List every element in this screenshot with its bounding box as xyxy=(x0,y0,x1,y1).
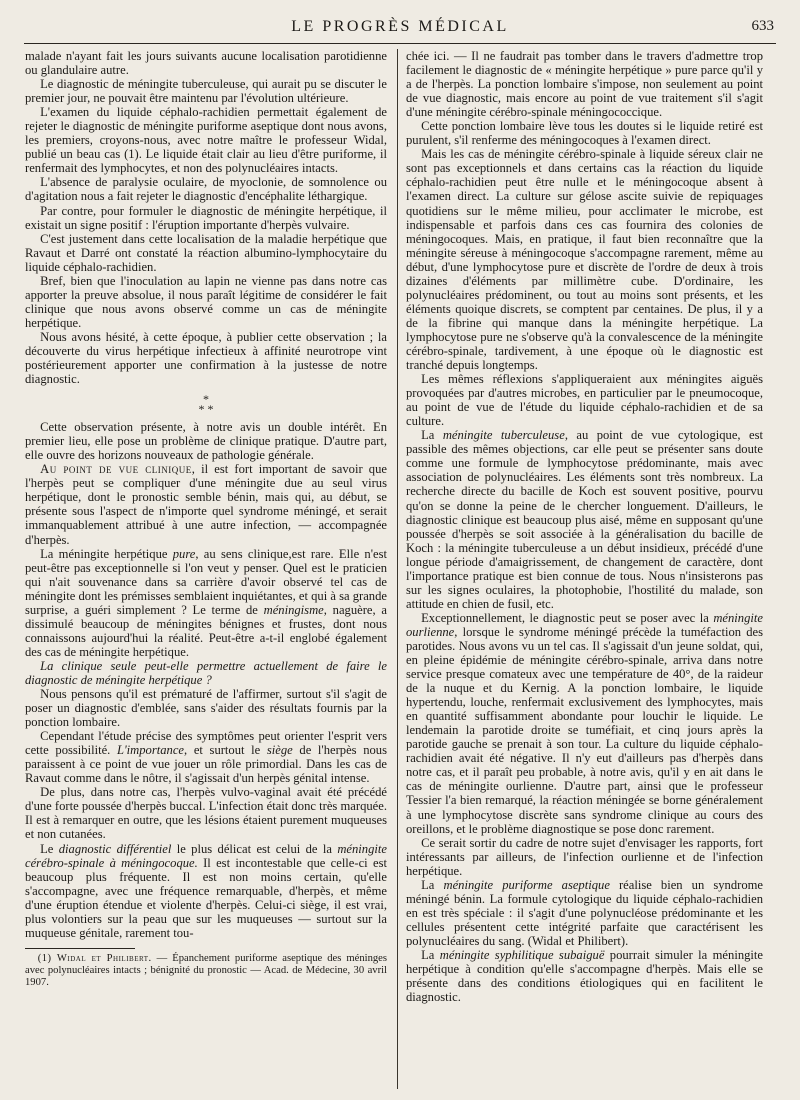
paragraph: Ce serait sortir du cadre de notre sujet d'envisager les rapports, fort intéressants par ailleurs, de l'infection ourlienne et de l'infection herpétique. xyxy=(406,835,763,878)
paragraph: Le diagnostic de méningite tuberculeuse, qui aurait pu se discuter le premier jour, ne pouvait être maintenu par l'évolution ultérieure. xyxy=(25,77,387,106)
header-rule xyxy=(24,43,776,44)
paragraph: malade n'ayant fait les jours suivants aucune localisation parotidienne ou glandulaire autre. xyxy=(25,49,387,78)
journal-title: LE PROGRÈS MÉDICAL xyxy=(291,18,509,35)
paragraph: Les mêmes réflexions s'appliqueraient aux méningites aiguës provoquées par d'autres microbes, en particulier par le pneumocoque, au point de vue de l'étude du liquide céphalo-rachidien et de sa culture. xyxy=(406,372,763,429)
footnote-rule xyxy=(25,948,135,949)
asterism-top: * xyxy=(203,392,209,407)
paragraph: De plus, dans notre cas, l'herpès vulvo-vaginal avait été précédé d'une forte poussée d'herpès buccal. L'infection était donc très marquée. Il est à remarquer en outre, que les lésions étaient purement muqueuses et non cutanées. xyxy=(25,785,387,842)
paragraph: Cette ponction lombaire lève tous les doutes si le liquide retiré est purulent, s'il renferme des méningocoques à l'examen direct. xyxy=(406,119,763,148)
paragraph: La méningite syphilitique subaiguë pourrait simuler la méningite herpétique à condition qu'elle s'accompagne d'herpès. Mais elle se présente dans des conditions étiologiques qui en facilitent le diagnostic. xyxy=(406,948,764,1005)
paragraph: Cette observation présente, à notre avis un double intérêt. En premier lieu, elle pose un problème de clinique pratique. D'autre part, elle ouvre des horizons nouveaux de pathologie générale. xyxy=(25,420,387,463)
italic-question: La clinique seule peut-elle permettre actuellement de faire le diagnostic de méningite herpétique ? xyxy=(25,658,387,687)
section-separator xyxy=(25,392,387,417)
section-lead: Au point de vue clinique xyxy=(40,462,192,477)
running-header xyxy=(24,14,776,40)
paragraph: La méningite puriforme aseptique réalise bien un syndrome méningé bénin. La formule cytologique du liquide céphalo-rachidien en est très spéciale : il s'agit d'une polynucléose prédominante et les cellules présentent cette intégrité parfaite que caractérisent les polynucléaires du sang. (Widal et Philibert). xyxy=(406,877,764,948)
paragraph: La méningite tuberculeuse, au point de vue cytologique, est passible des mêmes objections, car elle peut se présenter sans doute comme une formule de lymphocytose prédominante, mais avec association de polynucléaires. Les éléments sont très nombreux. La recherche directe du bacille de Koch est souvent positive, pourvu qu'on se donne la peine de le chercher longuement. D'ailleurs, le diagnostic clinique est beaucoup plus aisé, même en supposant qu'une poussée d'herpès se soit associée à la généralisation du bacille de Koch : la méningite tuberculeuse a un début insidieux, précédé d'une longue période d'amaigrissement, de changement de caractère, dont l'importance pratique est bien connue de tous. Nous n'insisterons pas sur les signes oculaires, la photophobie, l'hostilité du malade, son attitude en chien de fusil, etc. xyxy=(406,428,763,611)
left-column xyxy=(25,49,387,1089)
paragraph: Cependant l'étude précise des symptômes peut orienter l'esprit vers cette possibilité. L'importance, et surtout le siège de l'herpès nous paraissent à ce point de vue jouer un rôle primordial. Dans les cas de Ravaut comme dans le nôtre, il s'agissait d'un herpès génital intense. xyxy=(25,729,387,786)
paragraph: Au point de vue clinique, il est fort important de savoir que l'herpès peut se compliquer d'une méningite due au seul virus herpétique, dont le pronostic semble bénin, mais qui, au début, se présente sous l'aspect de n'importe quel syndrome méningé, et serait immanquablement attribué à une autre infection, — accompagnée d'herpès. xyxy=(25,462,387,547)
right-column xyxy=(397,49,763,1089)
asterism-bottom: * * xyxy=(198,402,214,417)
paragraph: Bref, bien que l'inoculation au lapin ne vienne pas dans notre cas apporter la preuve absolue, il nous paraît légitime de considérer le fait clinique que nous avons observé comme un cas de méningite herpétique. xyxy=(25,273,387,330)
paragraph: L'absence de paralysie oculaire, de myoclonie, de somnolence ou d'agitation nous a fait rejeter le diagnostic d'encéphalite léthargique. xyxy=(25,175,387,204)
paragraph: L'examen du liquide céphalo-rachidien permettait également de rejeter le diagnostic de méningite puriforme aseptique dont nous avons, les premiers, croyons-nous, avec notre maître le professeur Widal, publié un beau cas (1). Le liquide était clair au lieu d'être puriforme, il renfermait des lymphocytes, et non des polynucléaires intacts. xyxy=(25,105,387,176)
paragraph: Nous pensons qu'il est prématuré de l'affirmer, surtout s'il s'agit de poser un diagnostic d'emblée, sans s'aider des résultats fournis par la ponction lombaire. xyxy=(25,687,387,730)
paragraph: La méningite herpétique pure, au sens clinique,est rare. Elle n'est peut-être pas exceptionnelle si l'on veut y penser. Quel est le praticien qui n'ait souvenance dans sa carrière d'avoir observé tel cas de méningite dont les prémisses semblaient inquiétantes, et qui à sa grande surprise, a guéri simplement ? Le terme de méningisme, naguère, a dissimulé beaucoup de méningites bénignes et frustes, dont nous connaissons aujourd'hui la réalité. Peut-être a-t-il englobé également des cas de méningite herpétique. xyxy=(25,546,387,659)
paragraph: chée ici. — Il ne faudrait pas tomber dans le travers d'admettre trop facilement le diagnostic de « méningite herpétique » pure parce qu'il y a de l'herpès. La ponction lombaire s'impose, non seulement au point de vue diagnostic, mais encore au point de vue traitement s'il s'agit d'une méningite cérébro-spinale méningococcique. xyxy=(406,49,763,120)
paragraph: Exceptionnellement, le diagnostic peut se poser avec la méningite ourlienne, lorsque le syndrome méningé précède la tuméfaction des parotides. Nous avons vu un tel cas. Il s'agissait d'un jeune soldat, qui, en pleine épidémie de méningite cérébro-spinale, arriva dans notre service presque comateux avec une température de 40°, de la raideur de la nuque et du Kernig. A la ponction lombaire, le liquide hypertendu, louche, renfermait exclusivement des lymphocytes, mais en quantité suffisamment abondante pour louchir le liquide. Le lendemain la parotide droite se tuméfiait, et cinq jours après la parotide gauche se prenait à son tour. La culture du liquide céphalo-rachidien avait été négative. Il n'y eut d'ailleurs pas d'herpès dans notre cas, et il paraît peu probable, à notre avis, qu'il y en ait dans le cas de méningite ourlienne. D'autre part, ainsi que le professeur Tessier l'a bien remarqué, la réaction méningée se borne généralement à une lymphocytose discrète sans syndrome clinique au cours des oreillons, et le problème diagnostique se pose donc rarement. xyxy=(406,610,763,836)
paragraph: Par contre, pour formuler le diagnostic de méningite herpétique, il existait un signe positif : l'éruption importante d'herpès vulvaire. xyxy=(25,203,387,232)
paragraph: Mais les cas de méningite cérébro-spinale à liquide séreux clair ne sont pas exceptionnels et dans certains cas la réaction du liquide céphalo-rachidien peut être nulle et le méningocoque absent à l'examen direct. La culture sur gélose ascite suivie de repiquages quotidiens sur le même milieu, pour acclimater le microbe, est indispensable et parfois dans ces cas fournira des colonies de méningocoques. Mais, en pratique, il faut bien reconnaître que la méningite séreuse à méningocoque s'accompagne rarement, même au début, d'une lymphocytose pure et discrète de l'ordre de deux à trois dizaines d'éléments par millimètre cube. D'ordinaire, les polynucléaires prédominent, ou tout au moins sont présents, et les éléments quoique discrets, se comptent par centaines. De plus, il y a de la fibrine qui manque dans la méningite herpétique. La lymphocytose pure ne s'observe qu'à la convalescence de la méningite cérébro-spinale, tardivement, à une époque où le diagnostic est tranché depuis longtemps. xyxy=(406,147,763,373)
paragraph: Le diagnostic différentiel le plus délicat est celui de la méningite cérébro-spinale à méningocoque. Il est incontestable que celle-ci est beaucoup plus fréquente. Il est non moins certain, qu'elle s'accompagne, avec une fréquence remarquable, d'herpès, et même d'une éruption étendue et violente d'herpès. Celui-ci siège, il est vrai, plus volontiers sur la peau que sur les muqueuses — surtout sur la muqueuse génitale, rarement tou- xyxy=(25,841,387,940)
paragraph: C'est justement dans cette localisation de la maladie herpétique que Ravaut et Darré ont constaté la réaction albumino-lymphocytaire du liquide céphalo-rachidien. xyxy=(25,231,387,274)
footnote: (1) Widal et Philibert. — Épanchement puriforme aseptique des méninges avec polynucléaires intacts ; bénignité du pronostic — Acad. de Médecine, 30 avril 1907. xyxy=(25,952,387,988)
page-number: 633 xyxy=(751,18,774,34)
paragraph: Nous avons hésité, à cette époque, à publier cette observation ; la découverte du virus herpétique infectieux à affinité neurotrope vint postérieurement apporter une confirmation à la justesse de notre diagnostic. xyxy=(25,329,387,387)
